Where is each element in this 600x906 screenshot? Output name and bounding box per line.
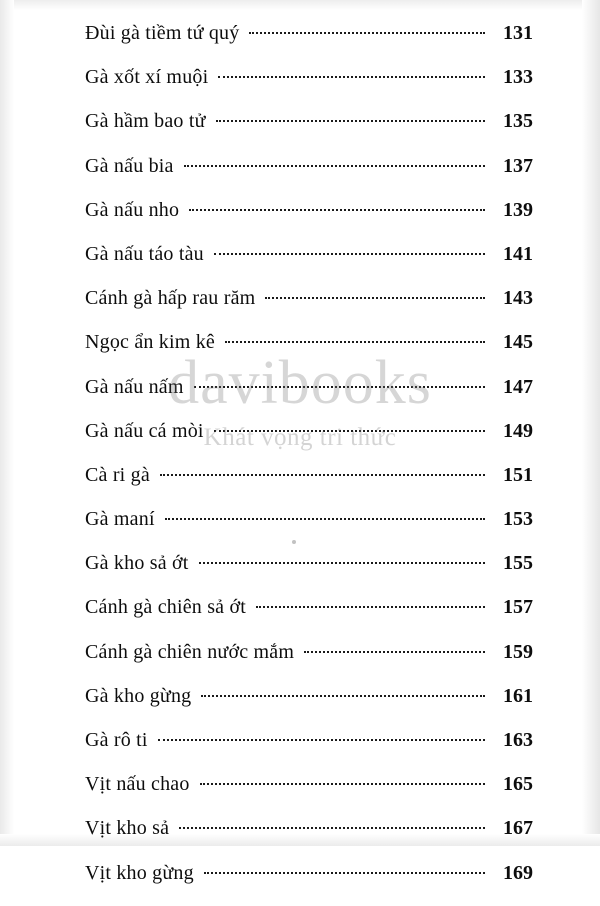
toc-entry[interactable]: [85, 331, 533, 375]
toc-entry-title: Ngọc ẩn kim kê: [85, 331, 215, 354]
toc-entry-page-number: 151: [503, 463, 533, 486]
page-edge-top: [0, 0, 600, 10]
watermark-main-text: davibooks: [168, 349, 432, 417]
toc-entry-title: Vịt kho sả: [85, 817, 170, 840]
toc-entry-page-number: 143: [503, 287, 533, 310]
toc-entry-page-number: 141: [503, 242, 533, 265]
toc-entry-title: Gà nấu nho: [85, 198, 180, 221]
toc-entry-page-number: 147: [503, 375, 533, 398]
toc-entry[interactable]: [85, 66, 533, 110]
toc-entry-title: Vịt kho gừng: [85, 861, 194, 884]
toc-entry-title: Gà nấu nấm: [85, 375, 184, 398]
toc-entry-page-number: 167: [503, 817, 533, 840]
toc-entry[interactable]: [85, 420, 533, 464]
watermark-sub-text: Khát vọng tri thức: [203, 424, 397, 451]
toc-leader-dots: [158, 739, 485, 741]
toc-entry-title: Đùi gà tiềm tứ quý: [85, 22, 240, 44]
toc-entry[interactable]: [85, 110, 533, 154]
page-edge-right: [582, 0, 600, 846]
toc-entry-title: Gà nấu cá mòi: [85, 419, 204, 442]
toc-entry[interactable]: [85, 243, 533, 287]
toc-entry-page-number: 145: [503, 331, 533, 354]
toc-leader-dots: [165, 518, 485, 520]
toc-entry[interactable]: [85, 508, 533, 552]
toc-entry-title: Cánh gà chiên sả ớt: [85, 596, 246, 619]
toc-entry-title: Gà xốt xí muội: [85, 66, 209, 89]
toc-entry[interactable]: [85, 464, 533, 508]
toc-leader-dots: [225, 341, 485, 343]
toc-entry-page-number: 135: [503, 110, 533, 133]
toc-leader-dots: [201, 695, 485, 697]
toc-entry-title: Gà kho gừng: [85, 684, 192, 707]
toc-entry[interactable]: [85, 596, 533, 640]
page-speck: [292, 540, 296, 544]
toc-leader-dots: [160, 474, 485, 476]
toc-entry-title: Vịt nấu chao: [85, 773, 190, 796]
toc-entry-title: Gà kho sả ớt: [85, 552, 189, 575]
toc-entry-page-number: 133: [503, 66, 533, 89]
toc-entry-page-number: 161: [503, 684, 533, 707]
toc-leader-dots: [179, 827, 485, 829]
toc-entry[interactable]: [85, 817, 533, 861]
toc-entry-title: Cánh gà hấp rau răm: [85, 287, 256, 310]
toc-leader-dots: [249, 32, 485, 34]
toc-leader-dots: [216, 120, 485, 122]
toc-entry-page-number: 149: [503, 419, 533, 442]
toc-entry[interactable]: [85, 862, 533, 906]
toc-entry-page-number: 165: [503, 773, 533, 796]
toc-leader-dots: [200, 783, 485, 785]
toc-leader-dots: [199, 562, 485, 564]
toc-leader-dots: [214, 253, 485, 255]
page-edge-left: [0, 0, 14, 846]
table-of-contents: [85, 22, 533, 906]
toc-entry[interactable]: [85, 287, 533, 331]
toc-entry-page-number: 163: [503, 729, 533, 751]
toc-leader-dots: [265, 297, 485, 299]
toc-entry-title: Gà hầm bao tử: [85, 110, 206, 133]
toc-entry[interactable]: [85, 199, 533, 243]
toc-entry[interactable]: [85, 641, 533, 685]
toc-leader-dots: [214, 430, 485, 432]
toc-leader-dots: [218, 76, 485, 78]
toc-entry[interactable]: [85, 376, 533, 420]
toc-entry-title: Gà nấu táo tàu: [85, 242, 204, 265]
toc-leader-dots: [184, 165, 485, 167]
toc-entry-page-number: 157: [503, 596, 533, 619]
toc-leader-dots: [256, 606, 485, 608]
toc-entry-page-number: 137: [503, 154, 533, 177]
toc-entry[interactable]: [85, 729, 533, 773]
toc-leader-dots: [304, 651, 485, 653]
toc-entry-page-number: 153: [503, 508, 533, 531]
toc-leader-dots: [204, 872, 485, 874]
toc-entry[interactable]: [85, 22, 533, 66]
toc-entry-title: Cà ri gà: [85, 463, 150, 486]
toc-entry-title: Gà maní: [85, 508, 155, 531]
toc-entry-page-number: 131: [503, 22, 533, 44]
toc-entry-page-number: 139: [503, 198, 533, 221]
toc-entry-title: Gà nấu bia: [85, 154, 174, 177]
toc-entry[interactable]: [85, 773, 533, 817]
toc-entry-page-number: 169: [503, 861, 533, 884]
toc-leader-dots: [194, 386, 485, 388]
toc-entry[interactable]: [85, 685, 533, 729]
toc-entry-title: Gà rô ti: [85, 729, 148, 751]
toc-entry-title: Cánh gà chiên nước mắm: [85, 640, 295, 663]
toc-entry-page-number: 155: [503, 552, 533, 575]
toc-entry[interactable]: [85, 155, 533, 199]
toc-entry-page-number: 159: [503, 640, 533, 663]
toc-leader-dots: [189, 209, 485, 211]
toc-entry[interactable]: [85, 552, 533, 596]
